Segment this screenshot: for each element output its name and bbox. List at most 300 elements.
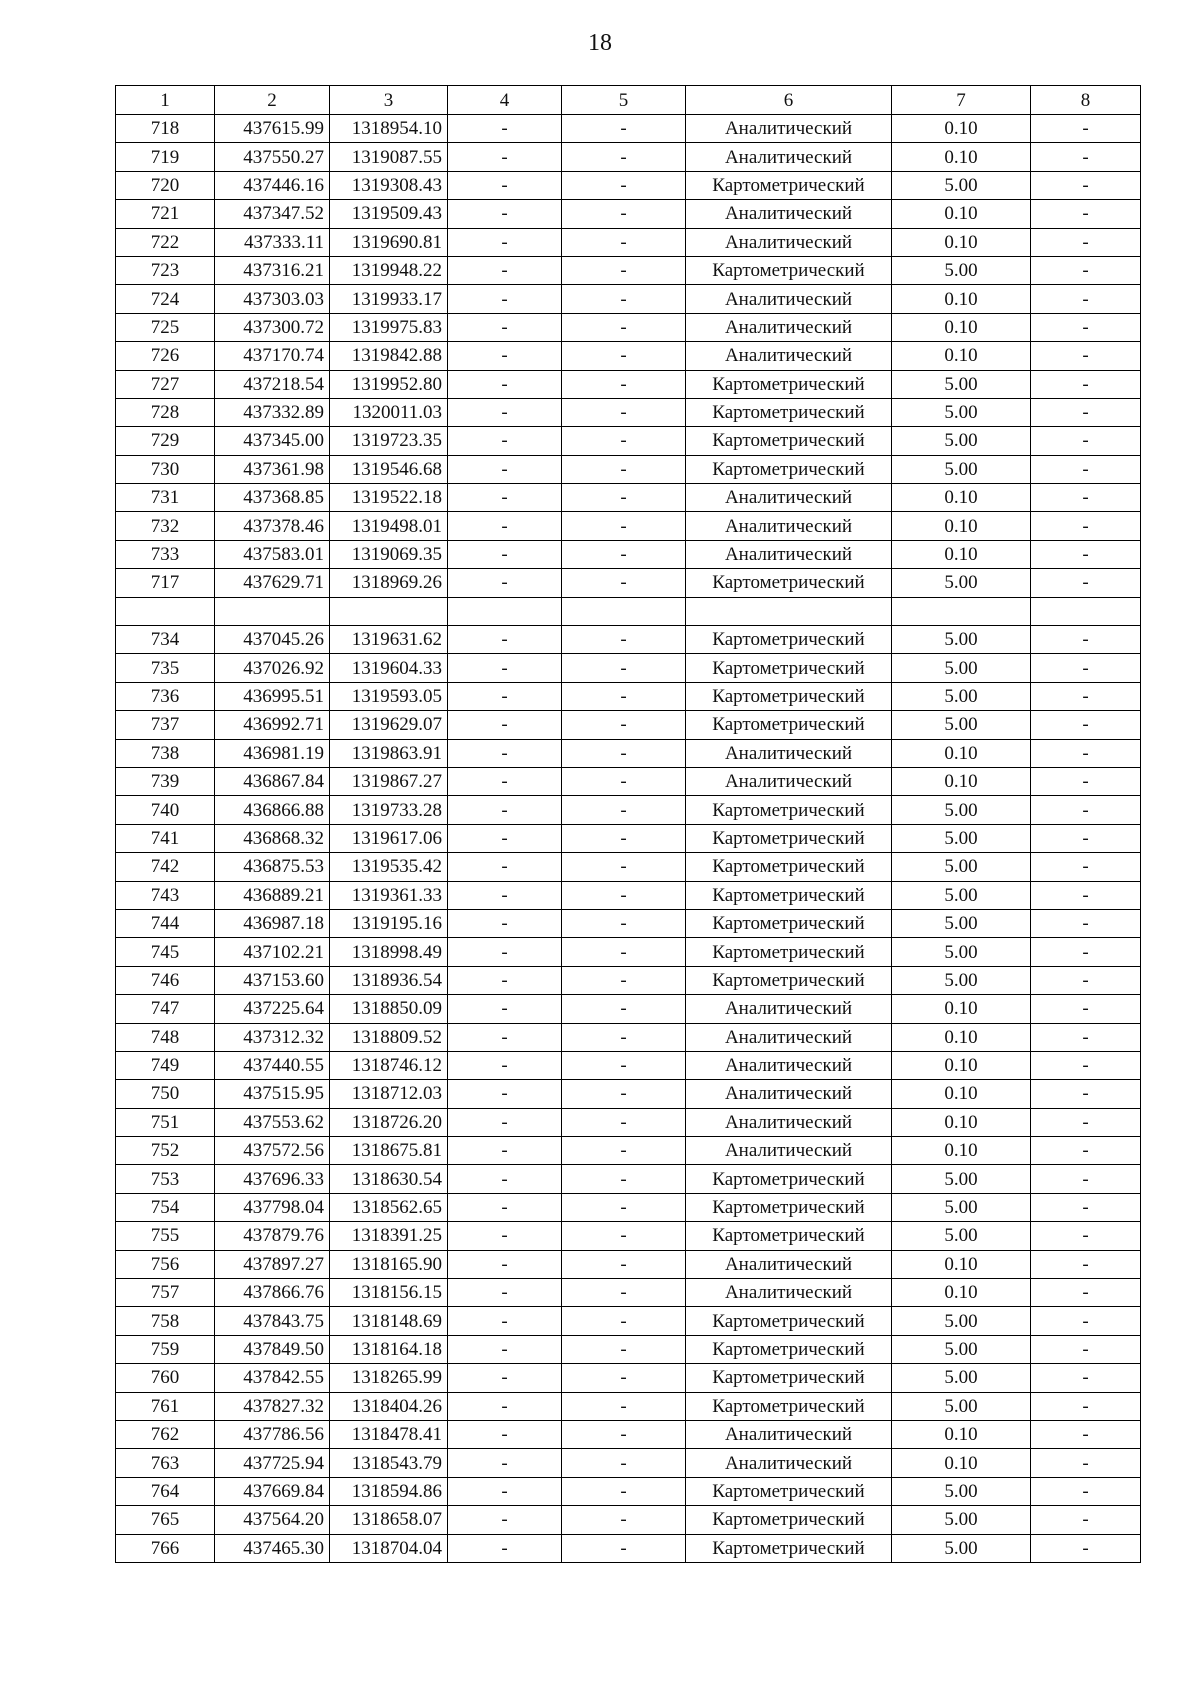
cell-col-5: - — [562, 228, 686, 256]
page-number: 18 — [588, 30, 612, 56]
cell-y-coordinate: 1319723.35 — [330, 427, 448, 455]
cell-method: Картометрический — [686, 966, 892, 994]
table-row — [116, 767, 1141, 795]
cell-x-coordinate: 436866.88 — [215, 796, 330, 824]
cell-method: Аналитический — [686, 115, 892, 143]
cell-accuracy: 0.10 — [892, 484, 1031, 512]
cell-y-coordinate: 1319629.07 — [330, 711, 448, 739]
cell-col-8: - — [1031, 540, 1141, 568]
cell-point-number: 734 — [116, 626, 215, 654]
cell-col-5: - — [562, 739, 686, 767]
cell-col-5: - — [562, 1222, 686, 1250]
coordinates-table — [115, 85, 1141, 1563]
cell-col-8: - — [1031, 1335, 1141, 1363]
cell-method: Аналитический — [686, 285, 892, 313]
cell-col-5: - — [562, 200, 686, 228]
cell-col-8: - — [1031, 767, 1141, 795]
cell-col-8: - — [1031, 484, 1141, 512]
table-row — [116, 313, 1141, 341]
cell-y-coordinate: 1320011.03 — [330, 398, 448, 426]
cell-col-4: - — [448, 767, 562, 795]
cell-x-coordinate: 437332.89 — [215, 398, 330, 426]
cell-x-coordinate: 436889.21 — [215, 881, 330, 909]
cell-accuracy: 0.10 — [892, 200, 1031, 228]
cell-x-coordinate: 437300.72 — [215, 313, 330, 341]
cell-method: Аналитический — [686, 1449, 892, 1477]
cell-method: Картометрический — [686, 1392, 892, 1420]
cell-col-8: - — [1031, 1506, 1141, 1534]
cell-col-8: - — [1031, 1534, 1141, 1562]
cell-accuracy: 0.10 — [892, 995, 1031, 1023]
cell-y-coordinate — [330, 597, 448, 625]
cell-method: Картометрический — [686, 853, 892, 881]
cell-col-8: - — [1031, 739, 1141, 767]
cell-point-number: 750 — [116, 1080, 215, 1108]
column-header-3: 3 — [330, 86, 448, 115]
cell-method: Аналитический — [686, 1023, 892, 1051]
cell-x-coordinate: 437345.00 — [215, 427, 330, 455]
cell-col-8: - — [1031, 1449, 1141, 1477]
cell-col-4: - — [448, 342, 562, 370]
cell-method: Картометрический — [686, 1534, 892, 1562]
cell-y-coordinate: 1318594.86 — [330, 1477, 448, 1505]
cell-col-5: - — [562, 1449, 686, 1477]
cell-col-4: - — [448, 1165, 562, 1193]
cell-col-5: - — [562, 1307, 686, 1335]
cell-col-4: - — [448, 285, 562, 313]
cell-col-5: - — [562, 1506, 686, 1534]
cell-y-coordinate: 1319867.27 — [330, 767, 448, 795]
cell-x-coordinate: 437843.75 — [215, 1307, 330, 1335]
cell-method: Аналитический — [686, 1420, 892, 1448]
table-row — [116, 1420, 1141, 1448]
cell-method: Картометрический — [686, 881, 892, 909]
cell-col-4: - — [448, 1108, 562, 1136]
cell-y-coordinate: 1318543.79 — [330, 1449, 448, 1477]
cell-accuracy: 5.00 — [892, 427, 1031, 455]
cell-point-number: 748 — [116, 1023, 215, 1051]
cell-method: Аналитический — [686, 1080, 892, 1108]
cell-point-number: 759 — [116, 1335, 215, 1363]
cell-point-number: 729 — [116, 427, 215, 455]
cell-accuracy: 5.00 — [892, 881, 1031, 909]
cell-col-5: - — [562, 767, 686, 795]
cell-y-coordinate: 1319535.42 — [330, 853, 448, 881]
column-header-8: 8 — [1031, 86, 1141, 115]
cell-point-number: 722 — [116, 228, 215, 256]
cell-y-coordinate: 1319948.22 — [330, 256, 448, 284]
cell-col-4: - — [448, 995, 562, 1023]
cell-y-coordinate: 1319690.81 — [330, 228, 448, 256]
cell-col-5: - — [562, 342, 686, 370]
cell-x-coordinate: 437827.32 — [215, 1392, 330, 1420]
table-row — [116, 995, 1141, 1023]
cell-accuracy: 0.10 — [892, 143, 1031, 171]
cell-col-8: - — [1031, 711, 1141, 739]
cell-col-4: - — [448, 626, 562, 654]
cell-y-coordinate: 1319863.91 — [330, 739, 448, 767]
cell-method: Картометрический — [686, 1335, 892, 1363]
cell-col-5: - — [562, 143, 686, 171]
cell-col-4: - — [448, 1449, 562, 1477]
cell-y-coordinate: 1318675.81 — [330, 1137, 448, 1165]
cell-col-4: - — [448, 398, 562, 426]
table-row — [116, 1364, 1141, 1392]
cell-x-coordinate: 437897.27 — [215, 1250, 330, 1278]
cell-accuracy: 5.00 — [892, 682, 1031, 710]
cell-x-coordinate: 437553.62 — [215, 1108, 330, 1136]
cell-accuracy: 0.10 — [892, 1051, 1031, 1079]
cell-col-5: - — [562, 938, 686, 966]
cell-col-4: - — [448, 853, 562, 881]
cell-col-4: - — [448, 1477, 562, 1505]
cell-col-4: - — [448, 1193, 562, 1221]
table-row — [116, 1051, 1141, 1079]
cell-x-coordinate: 437849.50 — [215, 1335, 330, 1363]
cell-col-5: - — [562, 1392, 686, 1420]
cell-col-8: - — [1031, 200, 1141, 228]
cell-y-coordinate: 1319733.28 — [330, 796, 448, 824]
cell-accuracy: 0.10 — [892, 1279, 1031, 1307]
cell-accuracy: 0.10 — [892, 228, 1031, 256]
cell-y-coordinate: 1318630.54 — [330, 1165, 448, 1193]
cell-col-8: - — [1031, 1279, 1141, 1307]
cell-method: Картометрический — [686, 1165, 892, 1193]
cell-point-number: 725 — [116, 313, 215, 341]
cell-y-coordinate: 1318391.25 — [330, 1222, 448, 1250]
cell-method: Аналитический — [686, 143, 892, 171]
cell-x-coordinate: 437368.85 — [215, 484, 330, 512]
table-row — [116, 455, 1141, 483]
cell-accuracy: 5.00 — [892, 1534, 1031, 1562]
cell-accuracy: 0.10 — [892, 285, 1031, 313]
cell-x-coordinate: 437303.03 — [215, 285, 330, 313]
table-row — [116, 512, 1141, 540]
cell-col-4: - — [448, 654, 562, 682]
cell-y-coordinate: 1318704.04 — [330, 1534, 448, 1562]
cell-col-5: - — [562, 1364, 686, 1392]
cell-point-number: 733 — [116, 540, 215, 568]
cell-point-number: 762 — [116, 1420, 215, 1448]
cell-y-coordinate: 1318712.03 — [330, 1080, 448, 1108]
cell-col-4: - — [448, 143, 562, 171]
cell-point-number: 753 — [116, 1165, 215, 1193]
cell-accuracy: 5.00 — [892, 455, 1031, 483]
cell-x-coordinate: 437153.60 — [215, 966, 330, 994]
cell-col-5: - — [562, 1108, 686, 1136]
table-row — [116, 824, 1141, 852]
cell-accuracy: 0.10 — [892, 1080, 1031, 1108]
table-row — [116, 1023, 1141, 1051]
cell-col-8: - — [1031, 995, 1141, 1023]
cell-col-4: - — [448, 540, 562, 568]
cell-method: Картометрический — [686, 1506, 892, 1534]
cell-col-8: - — [1031, 1477, 1141, 1505]
cell-point-number: 732 — [116, 512, 215, 540]
cell-col-8: - — [1031, 313, 1141, 341]
cell-col-4: - — [448, 256, 562, 284]
cell-col-4: - — [448, 228, 562, 256]
cell-x-coordinate: 437333.11 — [215, 228, 330, 256]
table-row — [116, 484, 1141, 512]
cell-method: Картометрический — [686, 256, 892, 284]
cell-point-number: 756 — [116, 1250, 215, 1278]
cell-point-number — [116, 597, 215, 625]
cell-col-5: - — [562, 1279, 686, 1307]
table-row — [116, 200, 1141, 228]
cell-col-8: - — [1031, 256, 1141, 284]
cell-point-number: 723 — [116, 256, 215, 284]
cell-point-number: 720 — [116, 171, 215, 199]
table-row — [116, 682, 1141, 710]
cell-y-coordinate: 1318265.99 — [330, 1364, 448, 1392]
cell-x-coordinate — [215, 597, 330, 625]
cell-accuracy: 0.10 — [892, 1449, 1031, 1477]
cell-point-number: 736 — [116, 682, 215, 710]
column-header-5: 5 — [562, 86, 686, 115]
cell-col-8: - — [1031, 1250, 1141, 1278]
table-row — [116, 1335, 1141, 1363]
cell-col-4: - — [448, 824, 562, 852]
cell-col-5: - — [562, 512, 686, 540]
cell-point-number: 747 — [116, 995, 215, 1023]
cell-method: Аналитический — [686, 1108, 892, 1136]
cell-y-coordinate: 1319952.80 — [330, 370, 448, 398]
cell-col-8: - — [1031, 1193, 1141, 1221]
cell-col-8: - — [1031, 1080, 1141, 1108]
cell-col-4: - — [448, 512, 562, 540]
cell-col-4: - — [448, 909, 562, 937]
table-row — [116, 654, 1141, 682]
cell-y-coordinate: 1319195.16 — [330, 909, 448, 937]
cell-y-coordinate: 1319604.33 — [330, 654, 448, 682]
cell-y-coordinate: 1318726.20 — [330, 1108, 448, 1136]
cell-method: Картометрический — [686, 455, 892, 483]
cell-accuracy: 0.10 — [892, 115, 1031, 143]
cell-point-number: 742 — [116, 853, 215, 881]
cell-col-4: - — [448, 1051, 562, 1079]
cell-method: Картометрический — [686, 171, 892, 199]
cell-x-coordinate: 437615.99 — [215, 115, 330, 143]
cell-point-number: 724 — [116, 285, 215, 313]
cell-x-coordinate: 436995.51 — [215, 682, 330, 710]
table-row — [116, 1279, 1141, 1307]
cell-col-4: - — [448, 1137, 562, 1165]
table-row — [116, 569, 1141, 597]
cell-col-5: - — [562, 1165, 686, 1193]
table-row — [116, 370, 1141, 398]
cell-y-coordinate: 1318809.52 — [330, 1023, 448, 1051]
cell-accuracy: 5.00 — [892, 654, 1031, 682]
table-row — [116, 1165, 1141, 1193]
cell-point-number: 718 — [116, 115, 215, 143]
column-header-6: 6 — [686, 86, 892, 115]
cell-y-coordinate: 1319617.06 — [330, 824, 448, 852]
table-row — [116, 853, 1141, 881]
cell-col-4: - — [448, 1307, 562, 1335]
cell-point-number: 752 — [116, 1137, 215, 1165]
cell-x-coordinate: 437446.16 — [215, 171, 330, 199]
cell-accuracy: 5.00 — [892, 256, 1031, 284]
cell-x-coordinate: 437629.71 — [215, 569, 330, 597]
cell-point-number: 737 — [116, 711, 215, 739]
cell-col-4: - — [448, 938, 562, 966]
cell-y-coordinate: 1318998.49 — [330, 938, 448, 966]
cell-point-number: 758 — [116, 1307, 215, 1335]
cell-col-4: - — [448, 711, 562, 739]
cell-col-4: - — [448, 1250, 562, 1278]
cell-col-5: - — [562, 427, 686, 455]
cell-col-5: - — [562, 1250, 686, 1278]
cell-col-4: - — [448, 370, 562, 398]
cell-method: Аналитический — [686, 484, 892, 512]
cell-col-5: - — [562, 256, 686, 284]
cell-col-5: - — [562, 1051, 686, 1079]
cell-y-coordinate: 1319308.43 — [330, 171, 448, 199]
table-row — [116, 115, 1141, 143]
cell-method: Аналитический — [686, 1250, 892, 1278]
cell-accuracy: 5.00 — [892, 1307, 1031, 1335]
cell-col-4: - — [448, 427, 562, 455]
table-row — [116, 1307, 1141, 1335]
cell-x-coordinate: 437696.33 — [215, 1165, 330, 1193]
cell-col-4: - — [448, 115, 562, 143]
cell-x-coordinate: 437045.26 — [215, 626, 330, 654]
cell-x-coordinate: 436867.84 — [215, 767, 330, 795]
cell-col-5: - — [562, 995, 686, 1023]
cell-x-coordinate: 436987.18 — [215, 909, 330, 937]
table-row — [116, 1137, 1141, 1165]
cell-accuracy: 0.10 — [892, 1250, 1031, 1278]
cell-col-5: - — [562, 455, 686, 483]
cell-method: Картометрический — [686, 1477, 892, 1505]
cell-x-coordinate: 436875.53 — [215, 853, 330, 881]
cell-accuracy: 5.00 — [892, 1506, 1031, 1534]
cell-y-coordinate: 1318165.90 — [330, 1250, 448, 1278]
cell-col-8: - — [1031, 1137, 1141, 1165]
cell-col-5: - — [562, 540, 686, 568]
cell-point-number: 764 — [116, 1477, 215, 1505]
cell-accuracy: 5.00 — [892, 853, 1031, 881]
cell-col-4: - — [448, 569, 562, 597]
cell-x-coordinate: 437669.84 — [215, 1477, 330, 1505]
table-row — [116, 1449, 1141, 1477]
cell-point-number: 726 — [116, 342, 215, 370]
cell-y-coordinate: 1319631.62 — [330, 626, 448, 654]
cell-accuracy — [892, 597, 1031, 625]
cell-point-number: 744 — [116, 909, 215, 937]
cell-y-coordinate: 1318658.07 — [330, 1506, 448, 1534]
cell-method: Аналитический — [686, 200, 892, 228]
cell-y-coordinate: 1318404.26 — [330, 1392, 448, 1420]
cell-method: Картометрический — [686, 398, 892, 426]
cell-y-coordinate: 1319361.33 — [330, 881, 448, 909]
cell-y-coordinate: 1318954.10 — [330, 115, 448, 143]
cell-y-coordinate: 1318156.15 — [330, 1279, 448, 1307]
cell-col-8 — [1031, 597, 1141, 625]
cell-y-coordinate: 1318164.18 — [330, 1335, 448, 1363]
cell-y-coordinate: 1318850.09 — [330, 995, 448, 1023]
cell-col-5: - — [562, 370, 686, 398]
cell-point-number: 760 — [116, 1364, 215, 1392]
cell-y-coordinate: 1319842.88 — [330, 342, 448, 370]
cell-col-8: - — [1031, 626, 1141, 654]
cell-col-8: - — [1031, 115, 1141, 143]
cell-y-coordinate: 1319087.55 — [330, 143, 448, 171]
cell-x-coordinate: 437225.64 — [215, 995, 330, 1023]
cell-x-coordinate: 437786.56 — [215, 1420, 330, 1448]
cell-col-5: - — [562, 853, 686, 881]
cell-col-5: - — [562, 398, 686, 426]
cell-point-number: 763 — [116, 1449, 215, 1477]
cell-col-8: - — [1031, 427, 1141, 455]
cell-method: Аналитический — [686, 767, 892, 795]
cell-col-8: - — [1031, 938, 1141, 966]
table-row — [116, 739, 1141, 767]
cell-method: Картометрический — [686, 1222, 892, 1250]
cell-col-4: - — [448, 796, 562, 824]
cell-x-coordinate: 436868.32 — [215, 824, 330, 852]
cell-x-coordinate: 437798.04 — [215, 1193, 330, 1221]
cell-accuracy: 0.10 — [892, 512, 1031, 540]
cell-x-coordinate: 437102.21 — [215, 938, 330, 966]
cell-y-coordinate: 1319546.68 — [330, 455, 448, 483]
cell-col-8: - — [1031, 455, 1141, 483]
cell-x-coordinate: 437572.56 — [215, 1137, 330, 1165]
cell-col-8: - — [1031, 285, 1141, 313]
cell-col-8: - — [1031, 654, 1141, 682]
cell-col-5: - — [562, 171, 686, 199]
cell-col-5: - — [562, 115, 686, 143]
cell-method: Аналитический — [686, 995, 892, 1023]
cell-point-number: 738 — [116, 739, 215, 767]
cell-point-number: 754 — [116, 1193, 215, 1221]
cell-col-8: - — [1031, 824, 1141, 852]
cell-col-5: - — [562, 1420, 686, 1448]
cell-col-8: - — [1031, 569, 1141, 597]
column-header-7: 7 — [892, 86, 1031, 115]
cell-method: Аналитический — [686, 228, 892, 256]
cell-col-4: - — [448, 966, 562, 994]
cell-point-number: 721 — [116, 200, 215, 228]
cell-point-number: 755 — [116, 1222, 215, 1250]
cell-point-number: 728 — [116, 398, 215, 426]
cell-accuracy: 5.00 — [892, 938, 1031, 966]
table-row — [116, 626, 1141, 654]
cell-method: Аналитический — [686, 1051, 892, 1079]
cell-method: Картометрический — [686, 370, 892, 398]
cell-x-coordinate: 437312.32 — [215, 1023, 330, 1051]
cell-y-coordinate: 1318478.41 — [330, 1420, 448, 1448]
cell-accuracy: 5.00 — [892, 1165, 1031, 1193]
cell-col-8: - — [1031, 1165, 1141, 1193]
cell-method: Картометрический — [686, 824, 892, 852]
cell-method: Картометрический — [686, 938, 892, 966]
column-header-2: 2 — [215, 86, 330, 115]
cell-point-number: 765 — [116, 1506, 215, 1534]
cell-point-number: 717 — [116, 569, 215, 597]
cell-col-5: - — [562, 1534, 686, 1562]
table-row — [116, 427, 1141, 455]
cell-accuracy: 5.00 — [892, 909, 1031, 937]
cell-x-coordinate: 437316.21 — [215, 256, 330, 284]
cell-method: Картометрический — [686, 796, 892, 824]
cell-accuracy: 5.00 — [892, 796, 1031, 824]
column-header-4: 4 — [448, 86, 562, 115]
cell-col-8: - — [1031, 853, 1141, 881]
cell-method: Аналитический — [686, 313, 892, 341]
cell-accuracy: 5.00 — [892, 626, 1031, 654]
